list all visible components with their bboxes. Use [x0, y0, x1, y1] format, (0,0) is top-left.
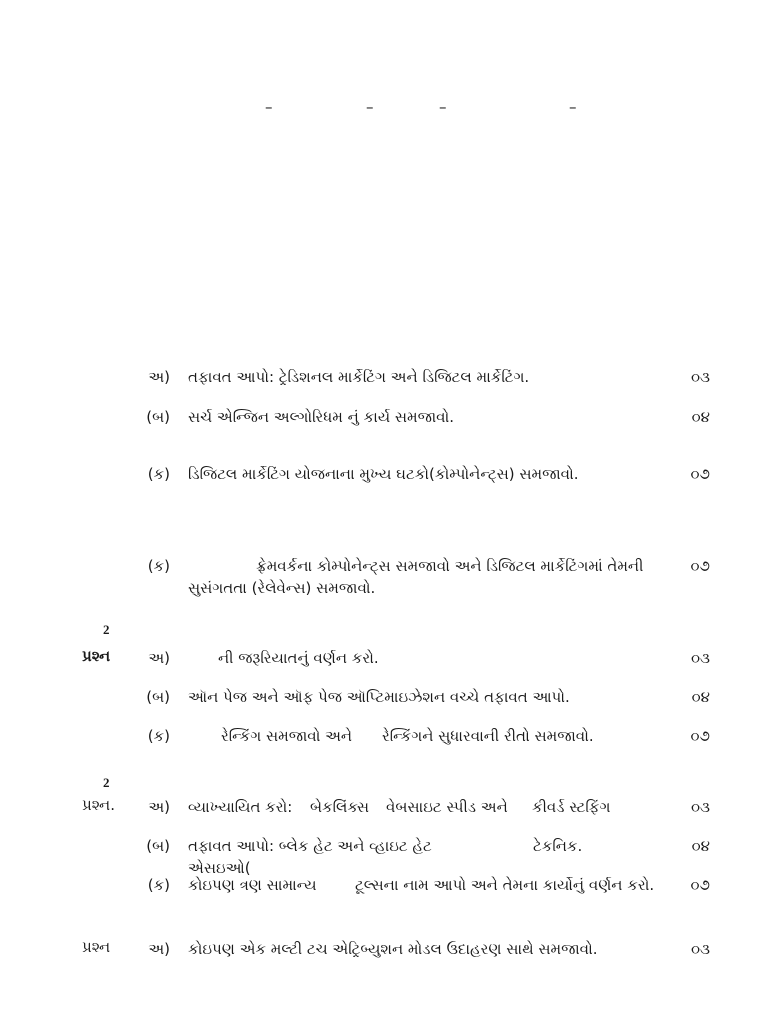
question-text-part: બેકલિંક્સ	[310, 798, 369, 816]
question-prefix: પ્રશ્ન	[82, 647, 111, 665]
question-text-part: રેન્કિંગને સુધારવાની રીતો સમજાવો.	[382, 727, 594, 745]
marks: ૦૭	[690, 727, 710, 745]
sub-label: અ)	[148, 368, 170, 386]
question-text-continued: સુસંગતતા (રેલેવેન્સ) સમજાવો.	[188, 579, 376, 597]
question-text: રેન્કિંગ સમજાવો અને	[221, 727, 353, 745]
header-dash: –	[265, 98, 273, 116]
question-text: તફાવત આપો: બ્લેક હેટ અને વ્હાઇટ હેટ એસઇઓ(	[188, 837, 432, 877]
marks: ૦૩	[690, 649, 710, 667]
sub-label: અ)	[148, 798, 170, 816]
sub-label: અ)	[148, 649, 170, 667]
header-dash: –	[439, 98, 447, 116]
question-row	[0, 555, 768, 601]
marks: ૦૩	[690, 798, 710, 816]
question-prefix: પ્રશ્ન.	[82, 796, 115, 814]
header-dash: –	[366, 98, 374, 116]
section-number: 2	[103, 775, 110, 790]
sub-label: (બ)	[146, 837, 170, 855]
question-text-part: વેબસાઇટ સ્પીડ અને	[386, 798, 508, 816]
question-text: કોઇપણ એક મલ્ટી ટચ એટ્રિબ્યુશન મોડલ ઉદાહરણ સાથે સમજાવો.	[188, 940, 598, 958]
sub-label: (ક)	[147, 876, 170, 894]
question-text: ઑન પેજ અને ઑફ પેજ ઑપ્ટિમાઇઝેશન વચ્ચે તફાવત આપો.	[188, 688, 570, 706]
sub-label: (બ)	[146, 408, 170, 426]
sub-label: (બ)	[146, 688, 170, 706]
marks: ૦૪	[691, 837, 710, 855]
question-text: ફ્રેમવર્કના કોમ્પોનેન્ટ્સ સમજાવો અને ડિજિટલ માર્કેટિંગમાં તેમની	[256, 557, 644, 575]
question-text: ડિજિટલ માર્કેટિંગ યોજનાના મુખ્ય ઘટકો(કોમ્પોનેન્ટ્સ) સમજાવો.	[188, 465, 579, 483]
sub-label: (ક)	[147, 465, 170, 483]
marks: ૦૭	[690, 557, 710, 575]
question-text: ની જરૂરિયાતનું વર્ણન કરો.	[218, 649, 379, 667]
sub-label: (ક)	[147, 727, 170, 745]
question-text-part: ટૂલ્સના નામ આપો અને તેમના કાર્યોનું વર્ણન કરો.	[355, 876, 655, 894]
question-text: સર્ચ એન્જિન અલ્ગોરિધમ નું કાર્ય સમજાવો.	[188, 408, 455, 426]
marks: ૦૪	[691, 408, 710, 426]
marks: ૦૪	[691, 688, 710, 706]
question-text: કોઇપણ ત્રણ સામાન્ય	[188, 876, 317, 894]
question-text-part: કીવર્ડ સ્ટફિંગ	[532, 798, 611, 816]
marks: ૦૭	[690, 465, 710, 483]
question-text: તફાવત આપો: ટ્રેડિશનલ માર્કેટિંગ અને ડિજિટલ માર્કેટિંગ.	[188, 368, 530, 386]
marks: ૦૩	[690, 940, 710, 958]
sub-label: (ક)	[147, 557, 170, 575]
section-number: 2	[103, 622, 110, 637]
sub-label: અ)	[148, 940, 170, 958]
question-text: વ્યાખ્યાયિત કરો:	[188, 798, 293, 816]
question-prefix: પ્રશ્ન	[82, 938, 111, 956]
header-dash: –	[569, 98, 577, 116]
marks: ૦૩	[690, 368, 710, 386]
marks: ૦૭	[690, 876, 710, 894]
question-text-part: ટેકનિક.	[533, 837, 583, 855]
